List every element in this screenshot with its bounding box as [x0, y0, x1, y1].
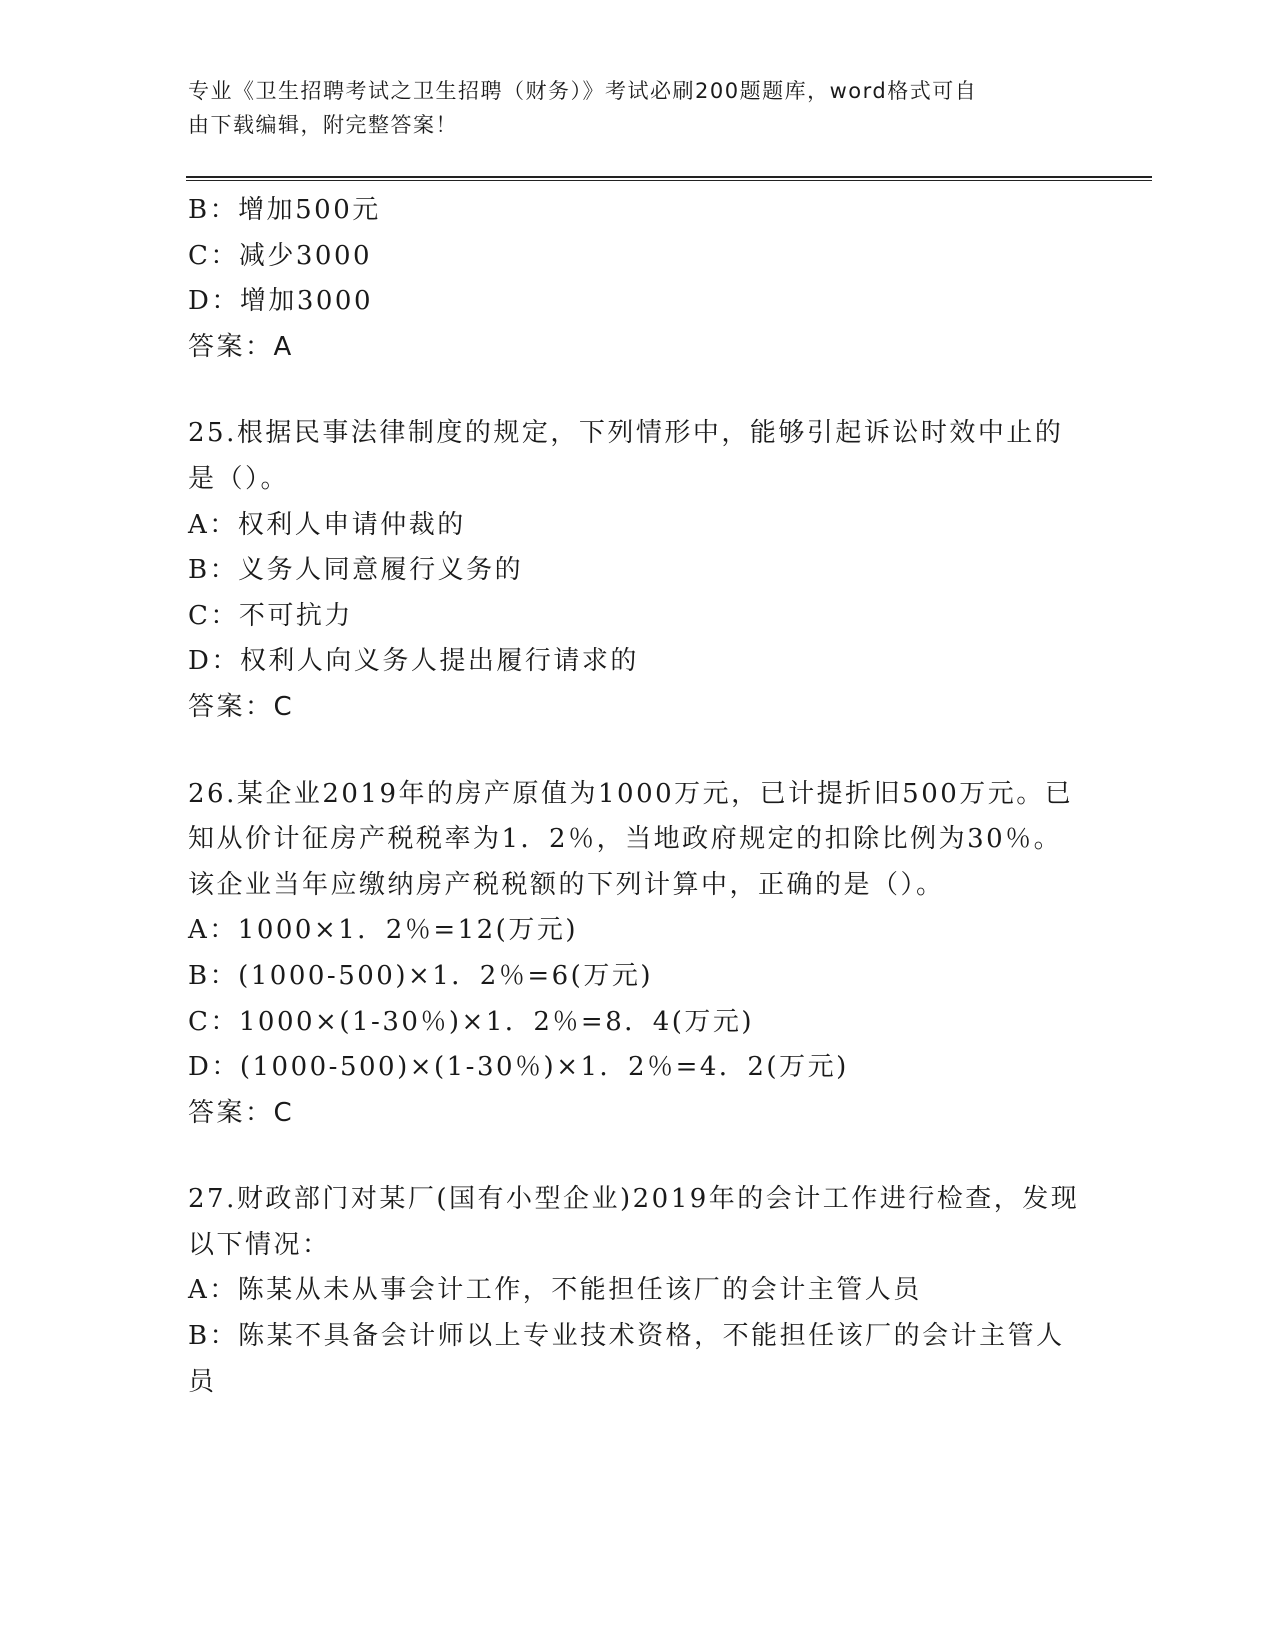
answer-line: 答案：A [188, 331, 294, 362]
header-line-1: 专业《卫生招聘考试之卫生招聘（财务）》考试必刷200题题库，word格式可自 [188, 79, 978, 103]
question-stem-line: 26.某企业2019年的房产原值为1000万元，已计提折旧500万元。已 [188, 778, 1074, 809]
option-b: B：义务人同意履行义务的 [188, 555, 524, 586]
spacer [188, 370, 1088, 411]
option-c: C：减少3000 [188, 240, 373, 271]
question-26 [188, 772, 1088, 1137]
answer-line: 答案：C [188, 1097, 295, 1128]
header-line-2: 由下载编辑，附完整答案！ [188, 113, 458, 137]
option-b: B：增加500元 [188, 195, 381, 225]
question-25 [188, 411, 1088, 730]
header-divider [186, 176, 1152, 181]
question-stem-line: 知从价计征房产税税率为1．2％，当地政府规定的扣除比例为30％。 [188, 824, 1063, 855]
spacer [188, 1136, 1088, 1177]
option-b-continuation: 员 [188, 1366, 217, 1397]
previous-question-tail [188, 188, 1088, 370]
option-d: D：增加3000 [188, 286, 374, 317]
option-d: D：权利人向义务人提出履行请求的 [188, 646, 639, 677]
option-d: D：(1000-500)×(1-30％)×1．2％=4．2(万元) [188, 1052, 849, 1083]
question-stem-line: 25.根据民事法律制度的规定，下列情形中，能够引起诉讼时效中止的 [188, 418, 1064, 449]
option-a: A：1000×1．2％=12(万元) [188, 915, 578, 946]
question-stem-line: 以下情况： [188, 1229, 331, 1260]
document-body [188, 188, 1088, 1405]
page-header [188, 74, 1068, 142]
question-stem-line: 27.财政部门对某厂(国有小型企业)2019年的会计工作进行检查，发现 [188, 1184, 1080, 1215]
question-stem-line: 是（）。 [188, 463, 290, 494]
option-b: B：陈某不具备会计师以上专业技术资格，不能担任该厂的会计主管人 [188, 1321, 1065, 1352]
option-b: B：(1000-500)×1．2％=6(万元) [188, 960, 653, 991]
option-c: C：不可抗力 [188, 600, 353, 631]
option-a: A：权利人申请仲裁的 [188, 509, 466, 540]
answer-line: 答案：C [188, 691, 295, 722]
question-27 [188, 1177, 1088, 1405]
question-stem-line: 该企业当年应缴纳房产税税额的下列计算中，正确的是（）。 [188, 869, 945, 900]
option-a: A：陈某从未从事会计工作，不能担任该厂的会计主管人员 [188, 1275, 922, 1306]
spacer [188, 731, 1088, 772]
option-c: C：1000×(1-30％)×1．2％=8．4(万元) [188, 1006, 755, 1037]
